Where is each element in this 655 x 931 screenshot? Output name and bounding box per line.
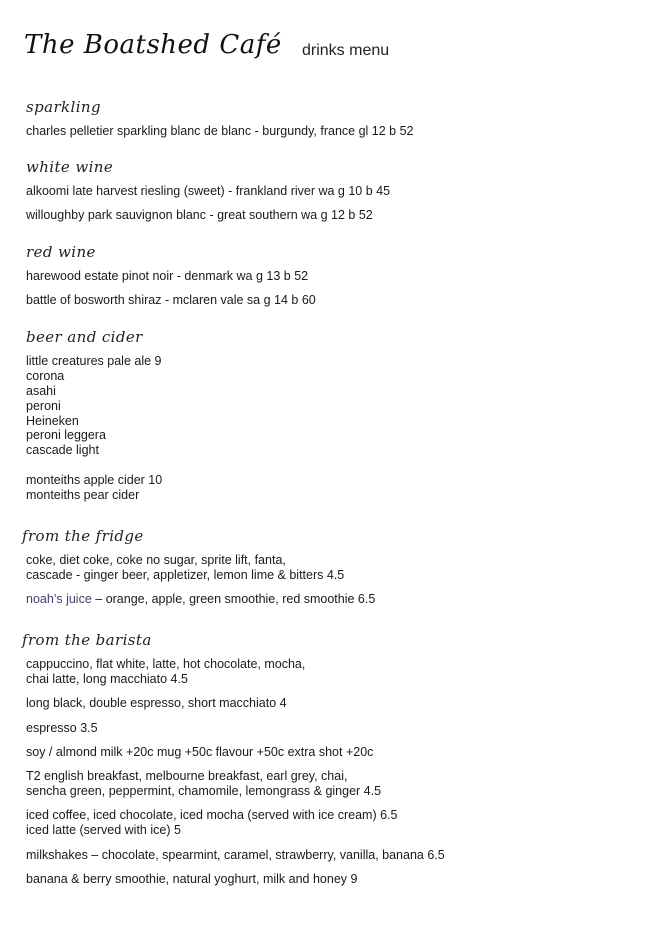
menu-item: alkoomi late harvest riesling (sweet) - frankland river wa g 10 b 45 [26, 184, 391, 198]
juice-options: – orange, apple, green smoothie, red smoothie 6.5 [91, 592, 376, 606]
menu-item: soy / almond milk +20c mug +50c flavour +50c extra shot +20c [26, 745, 374, 759]
menu-item: T2 english breakfast, melbourne breakfast, earl grey, chai, [26, 769, 348, 783]
menu-item: chai latte, long macchiato 4.5 [26, 672, 188, 686]
menu-item: peroni leggera [26, 428, 106, 442]
menu-item: harewood estate pinot noir - denmark wa g 13 b 52 [26, 269, 309, 283]
menu-item: banana & berry smoothie, natural yoghurt, milk and honey 9 [26, 872, 358, 886]
section-heading-barista: from the barista [22, 631, 152, 649]
section-heading-sparkling: sparkling [26, 98, 101, 116]
menu-item-juice [26, 592, 375, 607]
menu-item: charles pelletier sparkling blanc de blanc - burgundy, france gl 12 b 52 [26, 124, 414, 138]
menu-item: iced coffee, iced chocolate, iced mocha (served with ice cream) 6.5 [26, 808, 398, 822]
menu-item: monteiths apple cider 10 [26, 473, 163, 487]
juice-brand-label: noah’s juice [26, 592, 92, 606]
menu-item: willoughby park sauvignon blanc - great southern wa g 12 b 52 [26, 208, 373, 222]
menu-item: sencha green, peppermint, chamomile, lemongrass & ginger 4.5 [26, 784, 382, 798]
menu-item: Heineken [26, 414, 79, 428]
menu-item: espresso 3.5 [26, 721, 98, 735]
section-heading-fridge: from the fridge [22, 527, 144, 545]
menu-item: cappuccino, flat white, latte, hot chocolate, mocha, [26, 657, 306, 671]
section-heading-red-wine: red wine [26, 243, 96, 261]
menu-subtitle: drinks menu [302, 42, 390, 59]
menu-item: cascade - ginger beer, appletizer, lemon lime & bitters 4.5 [26, 568, 345, 582]
menu-item: iced latte (served with ice) 5 [26, 823, 181, 837]
menu-item: peroni [26, 399, 61, 413]
menu-item: cascade light [26, 443, 99, 457]
menu-item: monteiths pear cider [26, 488, 140, 502]
menu-item: battle of bosworth shiraz - mclaren vale sa g 14 b 60 [26, 293, 316, 307]
menu-item: little creatures pale ale 9 [26, 354, 162, 368]
menu-item: coke, diet coke, coke no sugar, sprite lift, fanta, [26, 553, 286, 567]
menu-item: milkshakes – chocolate, spearmint, caramel, strawberry, vanilla, banana 6.5 [26, 848, 445, 862]
menu-item: corona [26, 369, 65, 383]
menu-item: long black, double espresso, short macchiato 4 [26, 696, 287, 710]
cafe-title: The Boatshed Café [24, 30, 282, 60]
section-heading-white-wine: white wine [26, 158, 114, 176]
section-heading-beer-cider: beer and cider [26, 328, 143, 346]
menu-item: asahi [26, 384, 56, 398]
